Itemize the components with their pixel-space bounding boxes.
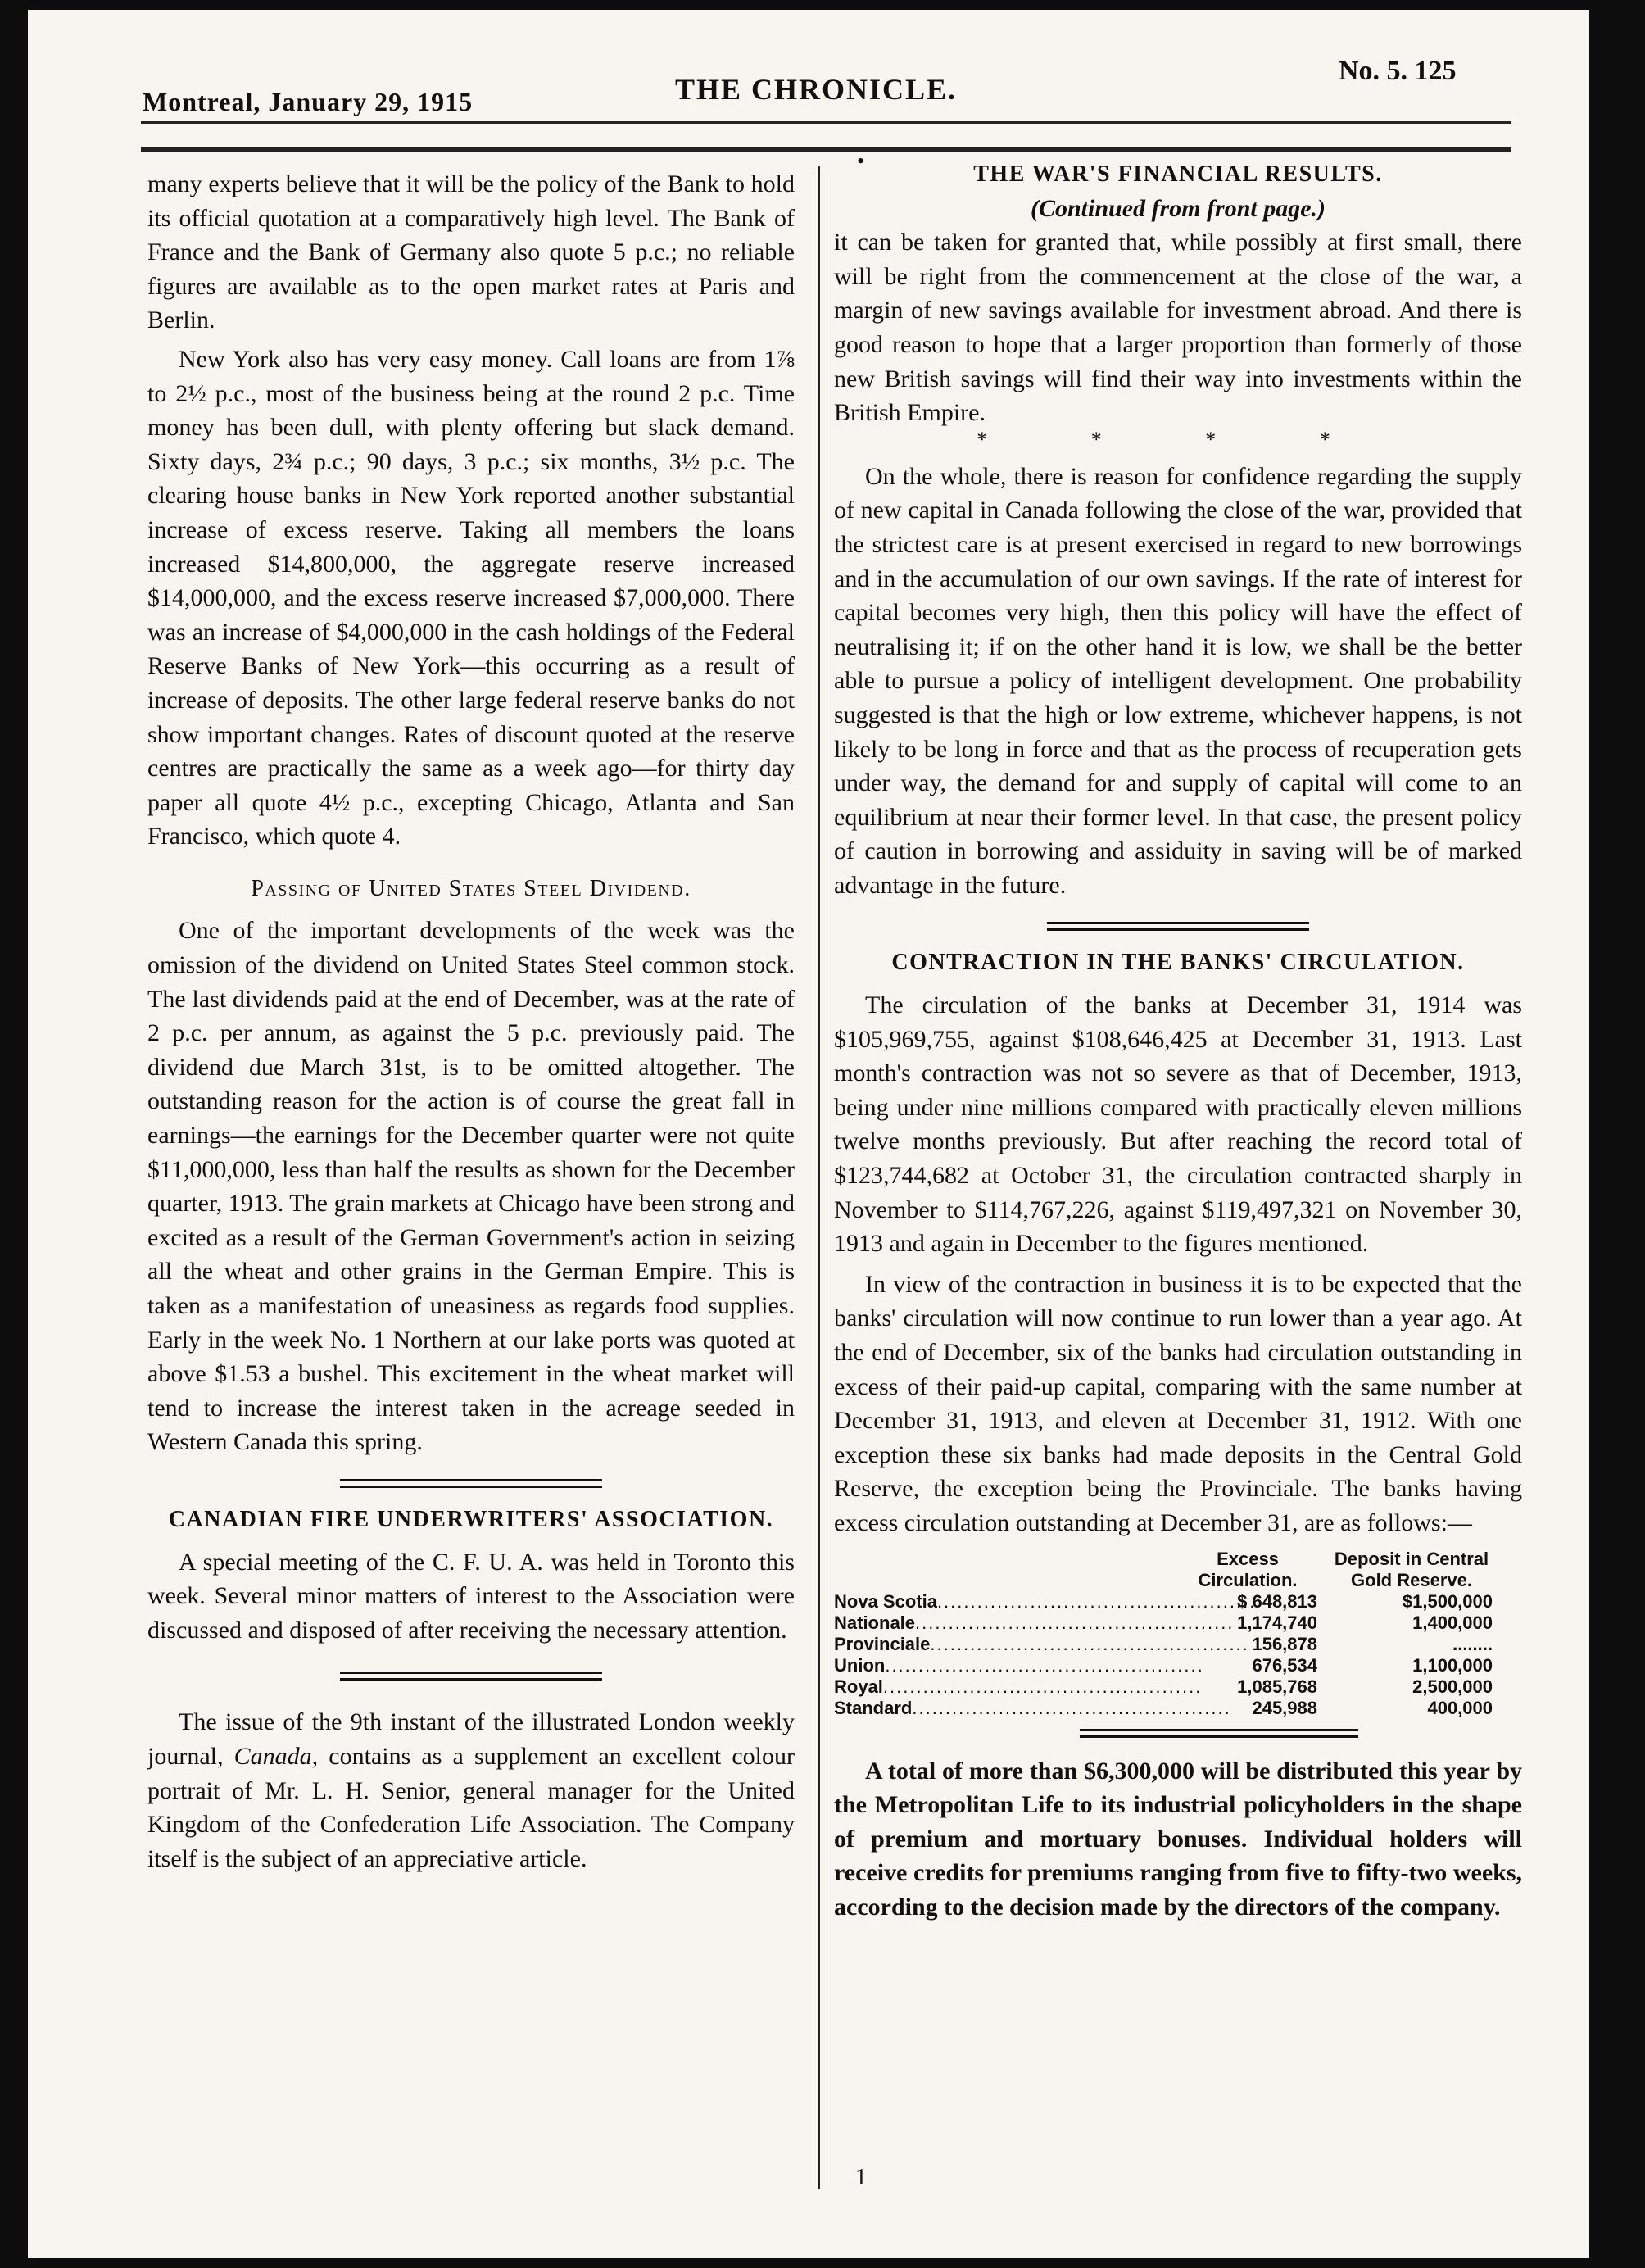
paragraph-new-york-money: New York also has very easy money. Call loans are from 1⅞ to 2½ p.c., most of the business being at the round 2 p.c. Time money has been dull, with plenty offering but slack demand. Sixty days, 2¾ p.c.; 90 days, 3 p.c.; six months, 3½ p.c. The clearing house banks in New York reported another substantial increase of excess reserve. Taking all members the loans increased $14,800,000, the aggregate reserve increased $14,000,000, and the excess reserve increased $7,000,000. There was an increase of $4,000,000 in the cash holdings of the Federal Reserve Banks of New York—this occurring as a result of increase of deposits. The other large federal reserve banks do not show important changes. Rates of discount quoted at the reserve centres are practically the same as a week ago—for thirty day paper all quote 4½ p.c., excepting Chicago, Atlanta and San Francisco, which quote 4. <box>147 345 795 850</box>
paragraph-metropolitan-life: A total of more than $6,300,000 will be distributed this year by the Metropolitan Life to its industrial policyholders in the shape of premium and mortuary bonuses. Individual holders will receive credits for premiums ranging from five to fifty-two weeks, according to the decision made by the directors of the company. <box>834 1757 1522 1921</box>
column-header-deposit: Deposit in Central Gold Reserve. <box>1334 1548 1489 1590</box>
continued-note: (Continued from front page.) <box>1030 194 1326 222</box>
excess-circulation-value: 1,085,768 <box>1237 1676 1317 1697</box>
bank-name <box>834 1633 1249 1655</box>
gold-reserve-deposit-value: 1,400,000 <box>1412 1612 1493 1633</box>
table-row <box>834 1613 1522 1634</box>
gold-reserve-deposit-value: $1,500,000 <box>1402 1590 1493 1612</box>
journal-name: Canada, <box>233 1742 319 1770</box>
table-row <box>834 1676 1522 1698</box>
paragraph-cfua-meeting: A special meeting of the C. F. U. A. was held in Toronto this week. Several minor matters of interest to the Association were discussed and disposed of after receiving the necessary attention. <box>147 1548 795 1644</box>
bank-name-text: Standard <box>834 1697 913 1718</box>
paragraph-excess-circulation: In view of the contraction in business it is to be expected that the banks' circulation will now continue to run lower than a year ago. At the end of December, six of the banks had circulation outstanding in excess of their paid-up capital, comparing with the same number at December 31, 1913, and eleven at December 31, 1912. With one exception these six banks had made deposits in the Central Gold Reserve, the exception being the Provinciale. The banks having excess circulation outstanding at December 31, are as follows:— <box>834 1270 1522 1536</box>
column-header-excess: Excess Circulation. <box>1198 1548 1298 1590</box>
leader-dots: ................................................ <box>912 1697 1231 1718</box>
paragraph-steel-dividend: One of the important developments of the week was the omission of the dividend on United States Steel common stock. The last dividends paid at the end of December, was at the rate of 2 p.c. per annum, as against the 5 p.c. previously paid. The dividend due March 31st, is to be omitted altogether. The outstanding reason for the action is of course the great fall in earnings—the earnings for the December quarter were not quite $11,000,000, less than half the results as shown for the December quarter, 1913. The grain markets at Chicago have been strong and excited as a result of the German Government's action in seizing all the wheat and other grains in the German Empire. This is taken as a manifestation of uneasiness as regards food supplies. Early in the week No. 1 Northern at our lake ports was quoted at above $1.53 a bushel. This excitement in the wheat market will tend to increase the interest taken in the acreage seeded in Western Canada this spring. <box>147 917 795 1456</box>
bank-name <box>834 1590 1257 1613</box>
footer-mark: 1 <box>855 2165 867 2190</box>
gold-reserve-deposit-value: 1,100,000 <box>1412 1654 1493 1676</box>
section-stars: * * * * <box>977 427 1380 451</box>
bank-name-text: Nova Scotia <box>834 1590 937 1612</box>
issue-number: No. 5. 125 <box>1339 56 1457 86</box>
leader-dots: ................................................ <box>882 1676 1203 1697</box>
section-rule <box>340 1479 602 1488</box>
excess-circulation-value: 245,988 <box>1252 1697 1317 1718</box>
paragraph-canada-journal <box>147 1705 795 1876</box>
masthead-title: THE CHRONICLE. <box>675 73 958 106</box>
table-body <box>834 1591 1522 1719</box>
leader-dots: ................................................ <box>930 1633 1249 1654</box>
right-column <box>834 157 1522 1925</box>
table-header <box>834 1549 1522 1591</box>
text-segment: contains as a supplement an excellent colour portrait of Mr. L. H. Senior, general manager for the United Kingdom of the Confederation Life Association. The Company itself is the subject of an appreciative article. <box>147 1742 795 1872</box>
excess-circulation-value: 1,174,740 <box>1237 1612 1317 1633</box>
header-rule-top <box>141 121 1511 124</box>
bank-name <box>834 1612 1235 1634</box>
excess-circulation-value: $ 648,813 <box>1237 1590 1317 1612</box>
table-row <box>834 1591 1522 1613</box>
left-column <box>147 167 795 1876</box>
leader-dots: ................................................ <box>936 1590 1257 1612</box>
heading-cfua: CANADIAN FIRE UNDERWRITERS' ASSOCIATION. <box>168 1506 774 1532</box>
heading-steel-dividend: Passing of United States Steel Dividend. <box>251 875 691 901</box>
bank-name-text: Union <box>834 1654 886 1676</box>
section-rule <box>1047 922 1309 931</box>
paragraph-bank-rates: many experts believe that it will be the policy of the Bank to hold its official quotation at a comparatively high level. The Bank of France and the Bank of Germany also quote 5 p.c.; no reliable figures are available as to the open market rates at Paris and Berlin. <box>147 170 795 334</box>
excess-circulation-value: 676,534 <box>1252 1654 1317 1676</box>
bank-name <box>834 1697 1231 1719</box>
table-rule <box>1080 1729 1358 1738</box>
bank-name <box>834 1654 1204 1676</box>
table-row <box>834 1698 1522 1719</box>
gold-reserve-deposit-value: ........ <box>1452 1633 1493 1654</box>
excess-circulation-table <box>834 1549 1522 1719</box>
table-row <box>834 1634 1522 1655</box>
bank-name-text: Provinciale <box>834 1633 931 1654</box>
section-rule <box>340 1672 602 1681</box>
newspaper-page <box>28 10 1589 2258</box>
text-segment: The issue of the 9th instant of the illustrated London weekly journal, <box>147 1708 795 1770</box>
header-rule-bottom <box>141 147 1511 152</box>
paragraph-capital-supply: On the whole, there is reason for confidence regarding the supply of new capital in Canada following the close of the war, provided that the strictest care is at present exercised in regard to new borrowings and in the accumulation of our own savings. If the rate of interest for capital becomes very high, then this policy will have the effect of neutralising it; if on the other hand it is low, we shall be the better able to pursue a policy of intelligent development. One probability suggested is that the high or low extreme, whichever happens, is not likely to be long in force and that as the process of recuperation gets under way, the demand for and supply of capital will come to an equilibrium at near their former level. In that case, the present policy of caution in borrowing and assiduity in saving will be of marked advantage in the future. <box>834 462 1522 899</box>
place-date: Montreal, January 29, 1915 <box>143 87 474 116</box>
leader-dots: ................................................ <box>915 1612 1235 1633</box>
heading-contraction-circulation: CONTRACTION IN THE BANKS' CIRCULATION. <box>891 950 1465 976</box>
gold-reserve-deposit-value: 400,000 <box>1427 1697 1493 1718</box>
column-divider <box>818 166 820 2189</box>
paragraph-circulation-figures: The circulation of the banks at December 31, 1914 was $105,969,755, against $108,646,425 at December 31, 1913. Last month's contraction was not so severe as that of December, 1913, being under nine millions compared with practically eleven millions twelve months previously. But after reaching the record total of $123,744,682 at October 31, the circulation contracted sharply in November to $114,767,226, against $119,497,321 on November 30, 1913 and again in December to the figures mentioned. <box>834 991 1522 1258</box>
leader-dots: ................................................ <box>885 1654 1204 1676</box>
paragraph-new-savings: it can be taken for granted that, while possibly at first small, there will be right from the commencement at the close of the war, a margin of new savings available for investment abroad. And there is good reason to hope that a larger proportion than formerly of those new British savings will find their way into investments within the British Empire. <box>834 229 1522 427</box>
column-top-mark: • <box>857 149 865 173</box>
gold-reserve-deposit-value: 2,500,000 <box>1412 1676 1493 1697</box>
bank-name-text: Nationale <box>834 1612 916 1633</box>
bank-name-text: Royal <box>834 1676 883 1697</box>
bank-name <box>834 1676 1203 1698</box>
excess-circulation-value: 156,878 <box>1252 1633 1317 1654</box>
table-row <box>834 1655 1522 1676</box>
heading-war-financial-results: THE WAR'S FINANCIAL RESULTS. <box>973 161 1383 187</box>
